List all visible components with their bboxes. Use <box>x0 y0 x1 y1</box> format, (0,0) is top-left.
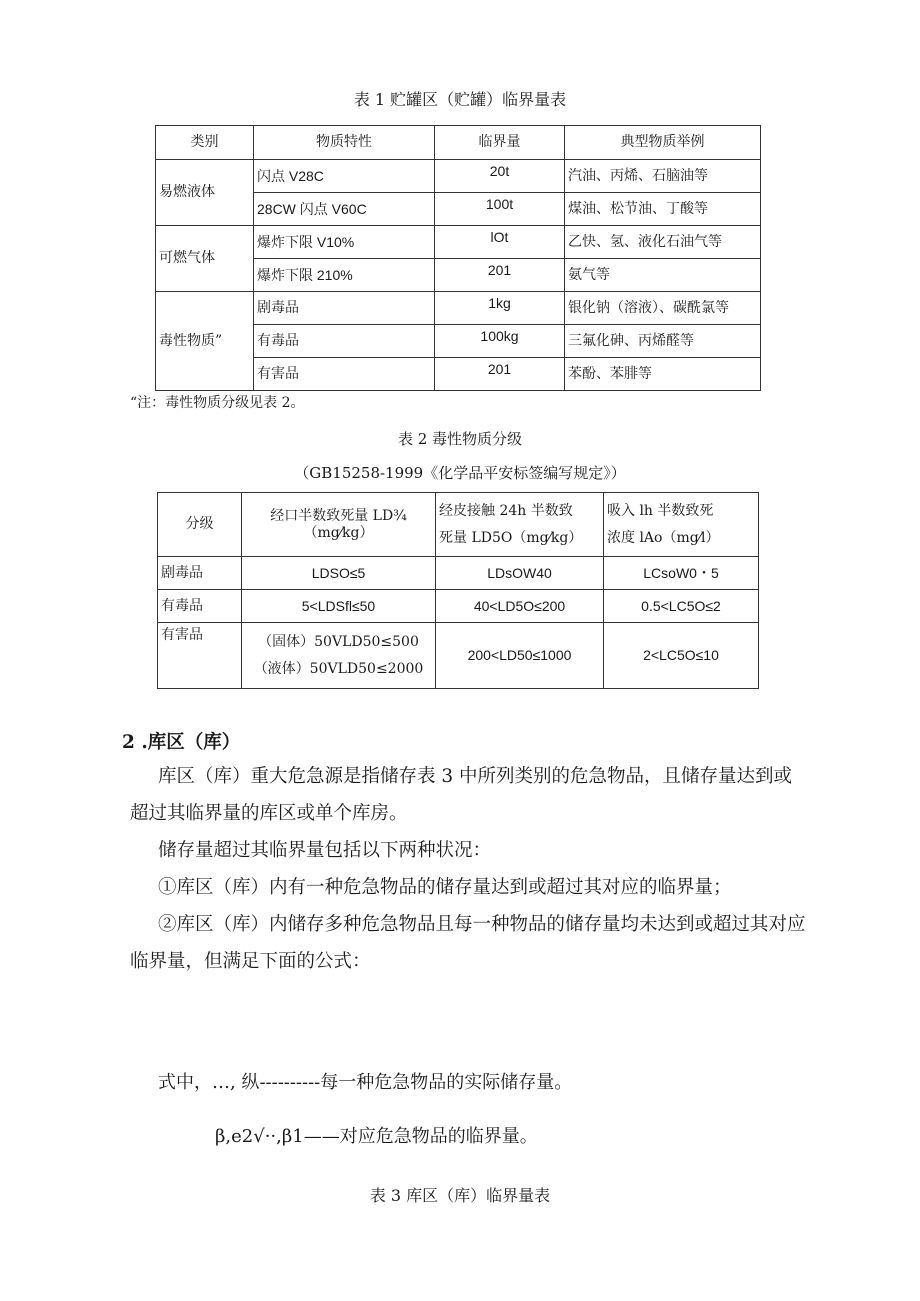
formula-note-1: 式中，…, 纵----------每一种危急物品的实际储存量。 <box>158 1072 573 1093</box>
list-item-2: ②库区（库）内储存多种危急物品且每一种物品的储存量均未达到或超过其对应临界量，但满足下面的公式： <box>130 914 806 972</box>
examples-cell: 煤油、松节油、丁酸等 <box>565 193 761 226</box>
examples-cell: 氨气等 <box>565 259 761 292</box>
quantity-cell: 1kg <box>435 292 565 325</box>
quantity-cell: 201 <box>435 358 565 391</box>
quantity-cell: 100t <box>435 193 565 226</box>
property-cell: 有毒品 <box>254 325 435 358</box>
table3-caption: 表 3 库区（库）临界量表 <box>369 1186 551 1205</box>
paragraph-2: 储存量超过其临界量包括以下两种状况： <box>158 840 492 861</box>
property-cell: 闪点 V28C <box>254 160 435 193</box>
table1-caption: 表 1 贮罐区（贮罐）临界量表 <box>353 90 567 109</box>
header-quantity: 临界量 <box>435 126 565 160</box>
dermal-cell: 40<LD5O≤200 <box>436 590 604 623</box>
critical-quantity-table-1 <box>155 125 761 391</box>
table2-caption: 表 2 毒性物质分级 <box>397 430 523 448</box>
header-inhal-line2: 浓度 lAo（mg⁄l） <box>607 529 720 546</box>
category-cell: 易燃液体 <box>156 160 254 226</box>
oral-cell <box>242 623 436 689</box>
oral-liquid: （液体）50VLD50≤2000 <box>253 660 424 677</box>
header-inhal-line1: 吸入 lh 半数致死 <box>607 502 714 519</box>
header-examples: 典型物质举例 <box>565 126 761 160</box>
oral-cell: 5<LDSfl≤50 <box>242 590 436 623</box>
inhal-cell: 0.5<LC5O≤2 <box>604 590 759 623</box>
oral-cell: LDSO≤5 <box>242 557 436 590</box>
quantity-cell: lOt <box>435 226 565 259</box>
quantity-cell: 20t <box>435 160 565 193</box>
examples-cell: 汽油、丙烯、石脑油等 <box>565 160 761 193</box>
property-cell: 剧毒品 <box>254 292 435 325</box>
property-cell: 爆炸下限 V10% <box>254 226 435 259</box>
quantity-cell: 100kg <box>435 325 565 358</box>
header-oral: 经口半数致死量 LD¾（mg⁄kg） <box>242 493 436 557</box>
table1-note: “注：毒性物质分级见表 2。 <box>130 395 305 411</box>
list-item-1: ①库区（库）内有一种危急物品的储存量达到或超过其对应的临界量； <box>158 877 732 898</box>
header-inhal <box>604 493 759 557</box>
quantity-cell: 201 <box>435 259 565 292</box>
formula-note-2: β,e2√··,β1——对应危急物品的临界量。 <box>215 1126 538 1147</box>
header-dermal-line2: 死量 LD5O（mg⁄kg） <box>439 529 583 546</box>
dermal-cell: LDsOW40 <box>436 557 604 590</box>
grade-cell: 有害品 <box>158 623 242 689</box>
examples-cell: 三氟化砷、丙烯醛等 <box>565 325 761 358</box>
header-property: 物质特性 <box>254 126 435 160</box>
examples-cell: 银化钠（溶液）、碳酰氯等 <box>565 292 761 325</box>
header-dermal <box>436 493 604 557</box>
grade-cell: 剧毒品 <box>158 557 242 590</box>
grade-cell: 有毒品 <box>158 590 242 623</box>
toxicity-grade-table <box>157 492 759 689</box>
oral-solid: （固体）50VLD50≤500 <box>258 633 419 650</box>
header-category: 类别 <box>156 126 254 160</box>
table2-subcaption: （GB15258-1999《化学品平安标签编写规定》） <box>294 464 626 482</box>
category-cell: 可燃气体 <box>156 226 254 292</box>
inhal-cell: LCsoW0・5 <box>604 557 759 590</box>
examples-cell: 乙快、氢、液化石油气等 <box>565 226 761 259</box>
property-cell: 28CW 闪点 V60C <box>254 193 435 226</box>
property-cell: 爆炸下限 210% <box>254 259 435 292</box>
property-cell: 有害品 <box>254 358 435 391</box>
paragraph-1: 库区（库）重大危急源是指储存表 3 中所列类别的危急物品，且储存量达到或超过其临界量的库区或单个库房。 <box>130 766 793 824</box>
header-dermal-line1: 经皮接触 24h 半数致 <box>439 502 573 519</box>
section-heading: 2 .库区（库） <box>122 732 241 753</box>
header-grade: 分级 <box>158 493 242 557</box>
inhal-cell: 2<LC5O≤10 <box>604 623 759 689</box>
examples-cell: 苯酚、苯腓等 <box>565 358 761 391</box>
dermal-cell: 200<LD50≤1000 <box>436 623 604 689</box>
category-cell: 毒性物质” <box>156 292 254 391</box>
